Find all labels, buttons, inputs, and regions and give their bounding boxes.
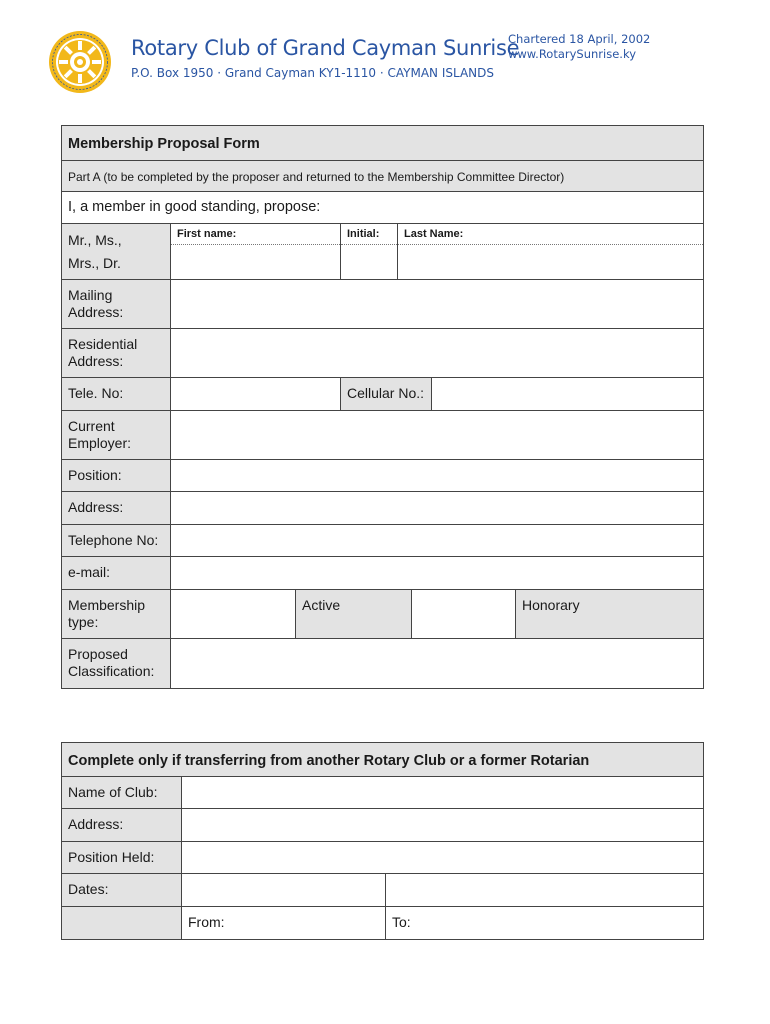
membership-type-label: Membership type: — [68, 597, 146, 630]
transfer-title: Complete only if transferring from another Rotary Club or a former Rotarian — [68, 753, 590, 769]
club-address-label: Address: — [68, 816, 124, 832]
telephone-label-cell — [62, 525, 170, 556]
from-to-row — [62, 907, 703, 939]
membership-type-label-cell — [62, 590, 170, 638]
salutation-line-1: Mr., Ms., — [68, 232, 122, 248]
last-name-label: Last Name: — [404, 228, 464, 240]
email-label-cell — [62, 557, 170, 589]
org-name: Rotary Club of Grand Cayman Sunrise — [131, 36, 520, 60]
cellular-no-input[interactable] — [431, 378, 703, 410]
tele-no-label: Tele. No: — [68, 385, 124, 401]
employer-address-label-cell — [62, 492, 170, 524]
honorary-label-cell — [515, 590, 703, 638]
initial-input[interactable] — [341, 244, 397, 279]
website-link[interactable]: www.RotarySunrise.ky — [508, 47, 636, 61]
position-held-label-cell — [62, 842, 181, 873]
club-name-row — [62, 777, 703, 809]
employer-label-cell — [62, 411, 170, 459]
active-label-cell — [295, 590, 411, 638]
date-from-input[interactable] — [181, 874, 385, 906]
honorary-label: Honorary — [522, 597, 580, 613]
employer-address-label: Address: — [68, 499, 124, 515]
salutation-line-2: Mrs., Dr. — [68, 255, 121, 271]
transfer-title-row — [62, 743, 703, 777]
dates-label-cell — [62, 874, 181, 906]
telephone-no-label: Telephone No: — [68, 532, 159, 548]
classification-row — [62, 639, 703, 688]
club-address-label-cell — [62, 809, 181, 841]
active-checkbox[interactable] — [170, 590, 295, 638]
honorary-checkbox[interactable] — [411, 590, 515, 638]
part-a-instructions: Part A (to be completed by the proposer and returned to the Membership Committee Director) — [68, 170, 565, 184]
org-address: P.O. Box 1950 · Grand Cayman KY1-1110 · CAYMAN ISLANDS — [131, 66, 495, 80]
phone-row — [62, 378, 703, 411]
email-label: e-mail: — [68, 564, 111, 580]
intro-row — [62, 192, 703, 224]
membership-proposal-form — [61, 125, 704, 689]
email-row — [62, 557, 703, 590]
residential-address-input[interactable] — [170, 329, 703, 377]
position-input[interactable] — [170, 460, 703, 491]
last-name-cell — [397, 224, 703, 279]
cellular-no-label: Cellular No.: — [347, 385, 425, 401]
proposed-classification-input[interactable] — [170, 639, 703, 688]
employer-address-row — [62, 492, 703, 525]
employer-row — [62, 411, 703, 460]
cellular-label-cell — [340, 378, 431, 410]
salutation-cell — [62, 224, 170, 279]
employer-address-input[interactable] — [170, 492, 703, 524]
club-address-row — [62, 809, 703, 842]
form-title-row — [62, 126, 703, 161]
classification-label-cell — [62, 639, 170, 688]
membership-type-row — [62, 590, 703, 639]
club-address-input[interactable] — [181, 809, 703, 841]
position-row — [62, 460, 703, 492]
tele-no-input[interactable] — [170, 378, 340, 410]
residential-address-label-cell — [62, 329, 170, 377]
proposed-classification-label: Proposed Classification: — [68, 646, 155, 679]
transfer-form — [61, 742, 704, 940]
position-held-label: Position Held: — [68, 849, 155, 865]
telephone-no-input[interactable] — [170, 525, 703, 556]
position-label: Position: — [68, 467, 122, 483]
club-name-input[interactable] — [181, 777, 703, 808]
mailing-address-label-cell — [62, 280, 170, 328]
first-name-cell — [170, 224, 340, 279]
club-name-label-cell — [62, 777, 181, 808]
part-a-row — [62, 161, 703, 192]
email-input[interactable] — [170, 557, 703, 589]
position-held-input[interactable] — [181, 842, 703, 873]
from-to-blank-cell — [62, 907, 181, 939]
active-label: Active — [302, 597, 341, 613]
date-to-input[interactable] — [385, 874, 703, 906]
club-name-label: Name of Club: — [68, 784, 158, 800]
mailing-address-label: Mailing Address: — [68, 287, 124, 320]
first-name-label: First name: — [177, 228, 237, 240]
initial-label: Initial: — [347, 228, 380, 240]
initial-cell — [340, 224, 397, 279]
dates-row — [62, 874, 703, 907]
mailing-address-row — [62, 280, 703, 329]
from-cell[interactable] — [181, 907, 385, 939]
position-held-row — [62, 842, 703, 874]
current-employer-input[interactable] — [170, 411, 703, 459]
residential-address-label: Residential Address: — [68, 336, 138, 369]
chartered-date: Chartered 18 April, 2002 — [508, 32, 651, 46]
charter-info — [508, 32, 650, 62]
first-name-input[interactable] — [171, 244, 340, 279]
dates-label: Dates: — [68, 881, 109, 897]
intro-text: I, a member in good standing, propose: — [68, 199, 321, 215]
telephone-row — [62, 525, 703, 557]
current-employer-label: Current Employer: — [68, 418, 132, 451]
from-label: From: — [188, 914, 225, 930]
to-label: To: — [392, 914, 411, 930]
last-name-input[interactable] — [398, 244, 703, 279]
residential-address-row — [62, 329, 703, 378]
name-row — [62, 224, 703, 280]
mailing-address-input[interactable] — [170, 280, 703, 328]
position-label-cell — [62, 460, 170, 491]
form-title: Membership Proposal Form — [68, 136, 260, 152]
tele-label-cell — [62, 378, 170, 410]
rotary-logo — [48, 30, 112, 94]
to-cell[interactable] — [385, 907, 703, 939]
